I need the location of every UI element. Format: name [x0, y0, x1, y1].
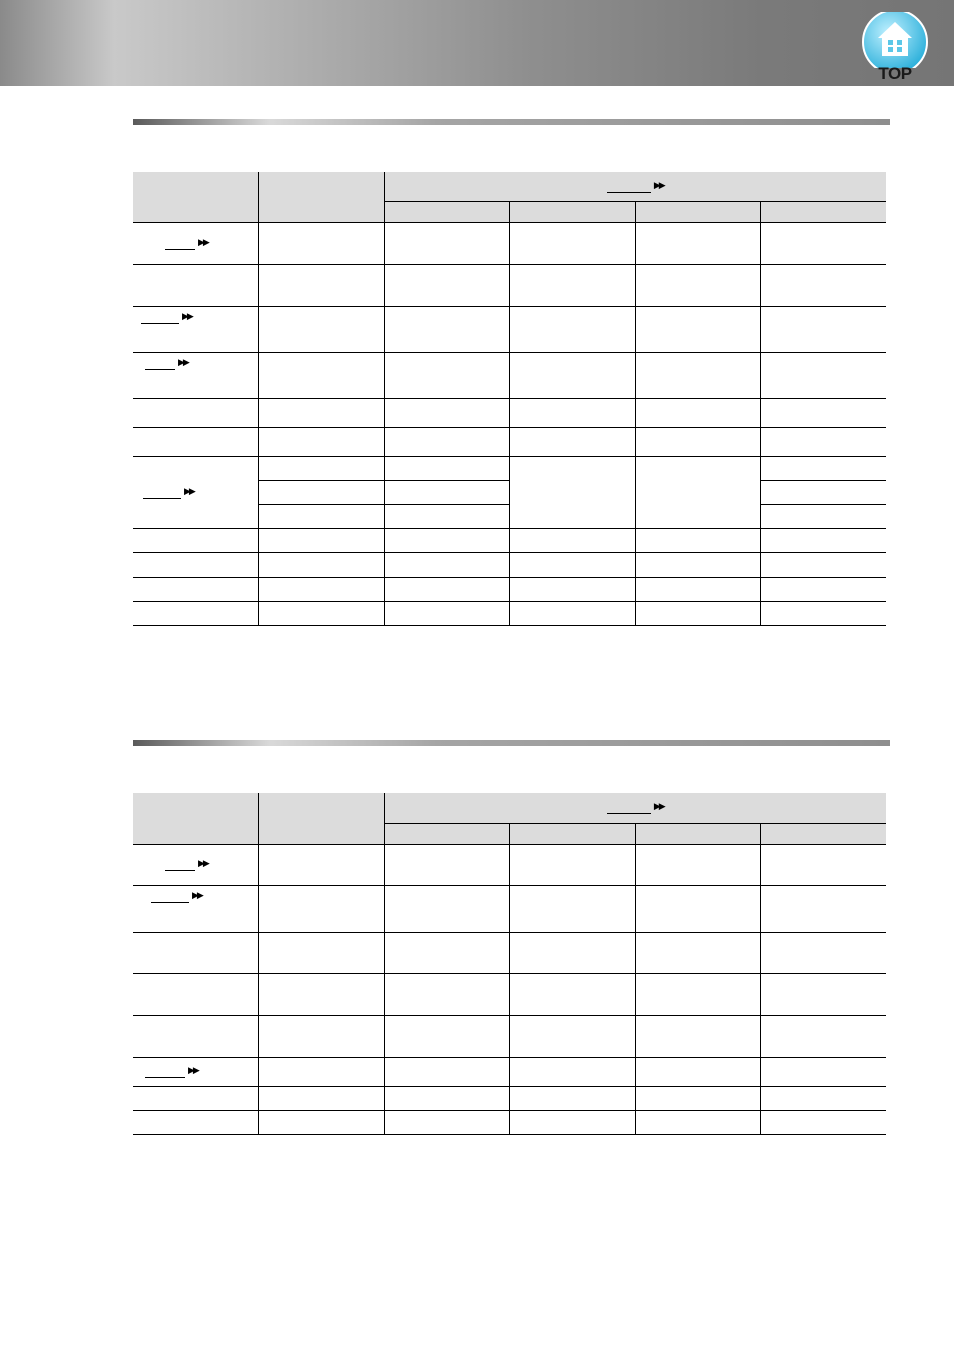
table1-subheader: [510, 201, 636, 222]
row-link[interactable]: [143, 486, 181, 499]
table2-subheader: [510, 823, 636, 844]
spec-table-2: [133, 793, 886, 1135]
table2-subheader: [635, 823, 761, 844]
table1-header-cell: [259, 172, 385, 222]
group-header-link[interactable]: [607, 801, 651, 814]
table-row: [133, 885, 886, 932]
spec-table-1: [133, 172, 886, 626]
double-right-arrow-icon: ▶▶: [192, 889, 202, 900]
table1-subheader: [761, 201, 887, 222]
table2-group-header: [384, 793, 886, 823]
group-header-link[interactable]: [607, 180, 651, 193]
table1-subheader: [635, 201, 761, 222]
table-row: [133, 552, 886, 577]
double-right-arrow-icon: ▶▶: [198, 236, 208, 247]
double-right-arrow-icon: ▶▶: [178, 356, 188, 367]
row-link[interactable]: [165, 858, 195, 871]
double-right-arrow-icon: ▶▶: [188, 1065, 198, 1075]
double-right-arrow-icon: ▶▶: [198, 858, 208, 868]
table-row: [133, 398, 886, 427]
table-row: [133, 1110, 886, 1134]
row-link[interactable]: [145, 1065, 185, 1078]
double-right-arrow-icon: ▶▶: [653, 179, 664, 190]
row-link[interactable]: [165, 237, 195, 250]
top-button[interactable]: [860, 12, 930, 84]
table-row: [133, 264, 886, 306]
table-row: [133, 222, 886, 264]
table-row: [133, 1057, 886, 1086]
row-label-link-cell: [133, 844, 259, 885]
table2-subheader: [384, 823, 510, 844]
double-right-arrow-icon: ▶▶: [184, 485, 194, 496]
row-label-link-cell: [133, 456, 259, 528]
table-row: [133, 973, 886, 1015]
table-row: [133, 306, 886, 352]
row-label-link-cell: [133, 885, 259, 932]
row-label-link-cell: [133, 352, 259, 398]
table-row: [133, 1015, 886, 1057]
table-row: [133, 456, 886, 480]
double-right-arrow-icon: ▶▶: [653, 801, 664, 812]
table2-subheader: [761, 823, 887, 844]
table1-subheader: [384, 201, 510, 222]
row-link[interactable]: [151, 890, 189, 903]
table2-header-cell: [133, 793, 259, 844]
row-label-link-cell: [133, 222, 259, 264]
row-label-link-cell: [133, 306, 259, 352]
table1-header-cell: [133, 172, 259, 222]
row-link[interactable]: [145, 357, 175, 370]
table-row: [133, 528, 886, 552]
table-row: [133, 352, 886, 398]
table-row: [133, 844, 886, 885]
table1-group-header: [384, 172, 886, 201]
table-row: [133, 1086, 886, 1110]
double-right-arrow-icon: ▶▶: [182, 310, 192, 321]
row-link[interactable]: [141, 311, 179, 324]
row-label-link-cell: [133, 1057, 259, 1086]
table-row: [133, 427, 886, 456]
table-row: [133, 932, 886, 973]
table-row: [133, 577, 886, 601]
top-label: TOP: [878, 64, 912, 83]
section-divider-1: [133, 119, 890, 125]
table-row: [133, 601, 886, 625]
home-icon: [860, 12, 930, 68]
section-divider-2: [133, 740, 890, 746]
table2-header-cell: [259, 793, 385, 844]
page-header: [0, 0, 954, 86]
